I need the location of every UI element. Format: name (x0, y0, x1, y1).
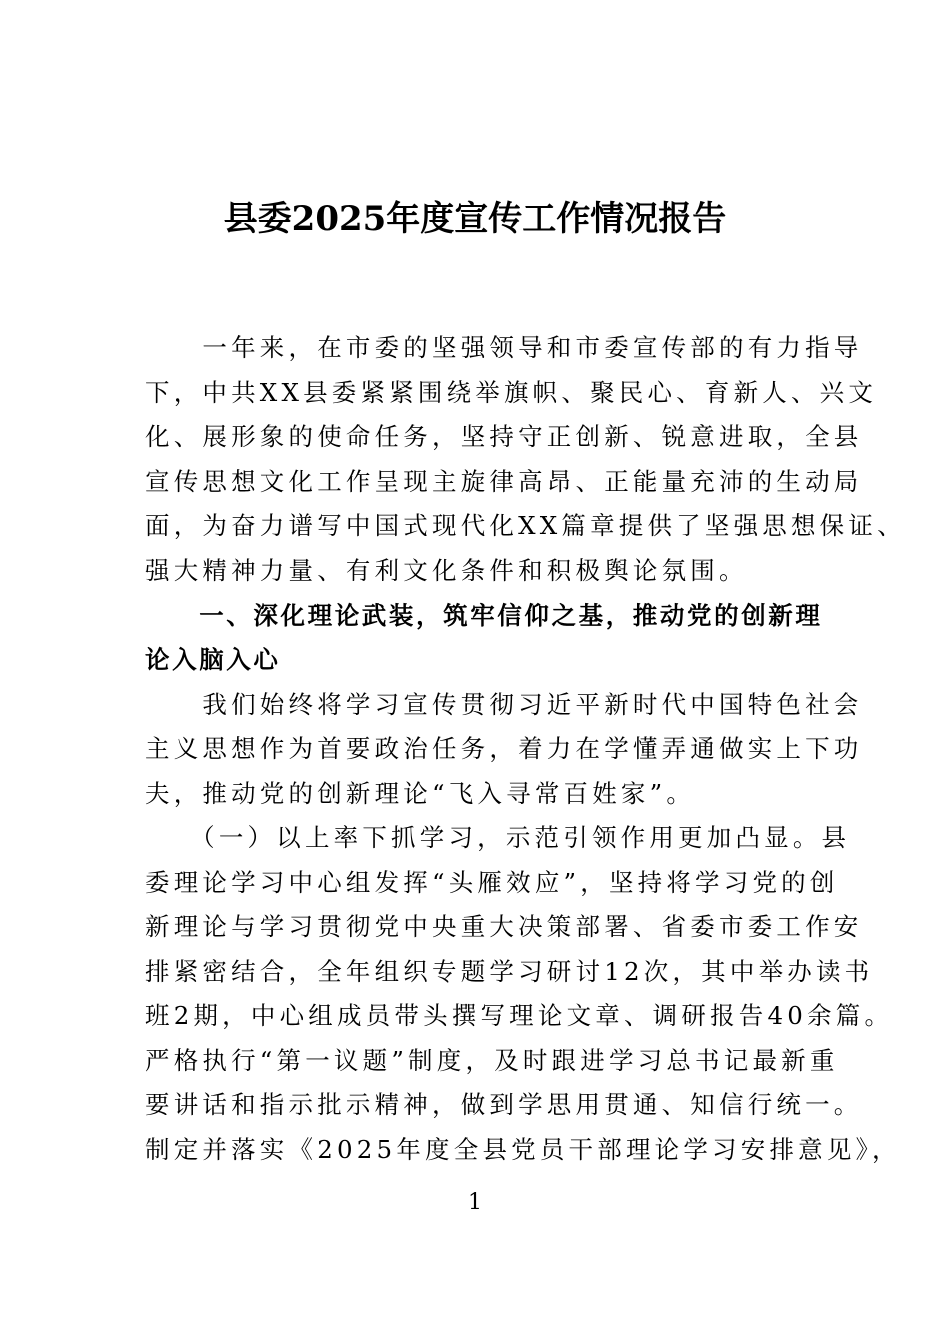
paragraph-line: （一）以上率下抓学习，示范引领作用更加凸显。县 (145, 823, 851, 852)
paragraph-line: 班2期，中心组成员带头撰写理论文章、调研报告40余篇。 (145, 1001, 894, 1030)
paragraph-line: 宣传思想文化工作呈现主旋律高昂、正能量充沛的生动局 (145, 467, 863, 496)
paragraph-line: 要讲话和指示批示精神，做到学思用贯通、知信行统一。 (145, 1090, 863, 1119)
paragraph-line: 面，为奋力谱写中国式现代化XX篇章提供了坚强思想保证、 (145, 511, 906, 540)
paragraph-line: 我们始终将学习宣传贯彻习近平新时代中国特色社会 (145, 690, 863, 719)
paragraph-line: 化、展形象的使命任务，坚持守正创新、锐意进取，全县 (145, 422, 863, 451)
paragraph-line: 严格执行“第一议题”制度，及时跟进学习总书记最新重 (145, 1046, 839, 1075)
paragraph-line: 制定并落实《2025年度全县党员干部理论学习安排意见》， (145, 1135, 901, 1164)
paragraph-line: 下，中共XX县委紧紧围绕举旗帜、聚民心、育新人、兴文 (145, 378, 878, 407)
paragraph-line: 新理论与学习贯彻党中央重大决策部署、省委市委工作安 (145, 912, 863, 941)
paragraph-line: 主义思想作为首要政治任务，着力在学懂弄通做实上下功 (145, 734, 863, 763)
document-title: 县委2025年度宣传工作情况报告 (223, 199, 727, 239)
paragraph-line: 夫，推动党的创新理论“飞入寻常百姓家”。 (145, 779, 696, 808)
paragraph-line: 委理论学习中心组发挥“头雁效应”，坚持将学习党的创 (145, 868, 839, 897)
paragraph-line: 强大精神力量、有利文化条件和积极舆论氛围。 (145, 556, 748, 585)
paragraph-line: 一年来，在市委的坚强领导和市委宣传部的有力指导 (145, 333, 863, 362)
page-number: 1 (468, 1190, 482, 1215)
section-heading-line: 论入脑入心 (145, 645, 281, 674)
section-heading-line: 一、深化理论武装，筑牢信仰之基，推动党的创新理 (145, 601, 823, 630)
paragraph-line: 排紧密结合，全年组织专题学习研讨12次，其中举办读书 (145, 957, 874, 986)
